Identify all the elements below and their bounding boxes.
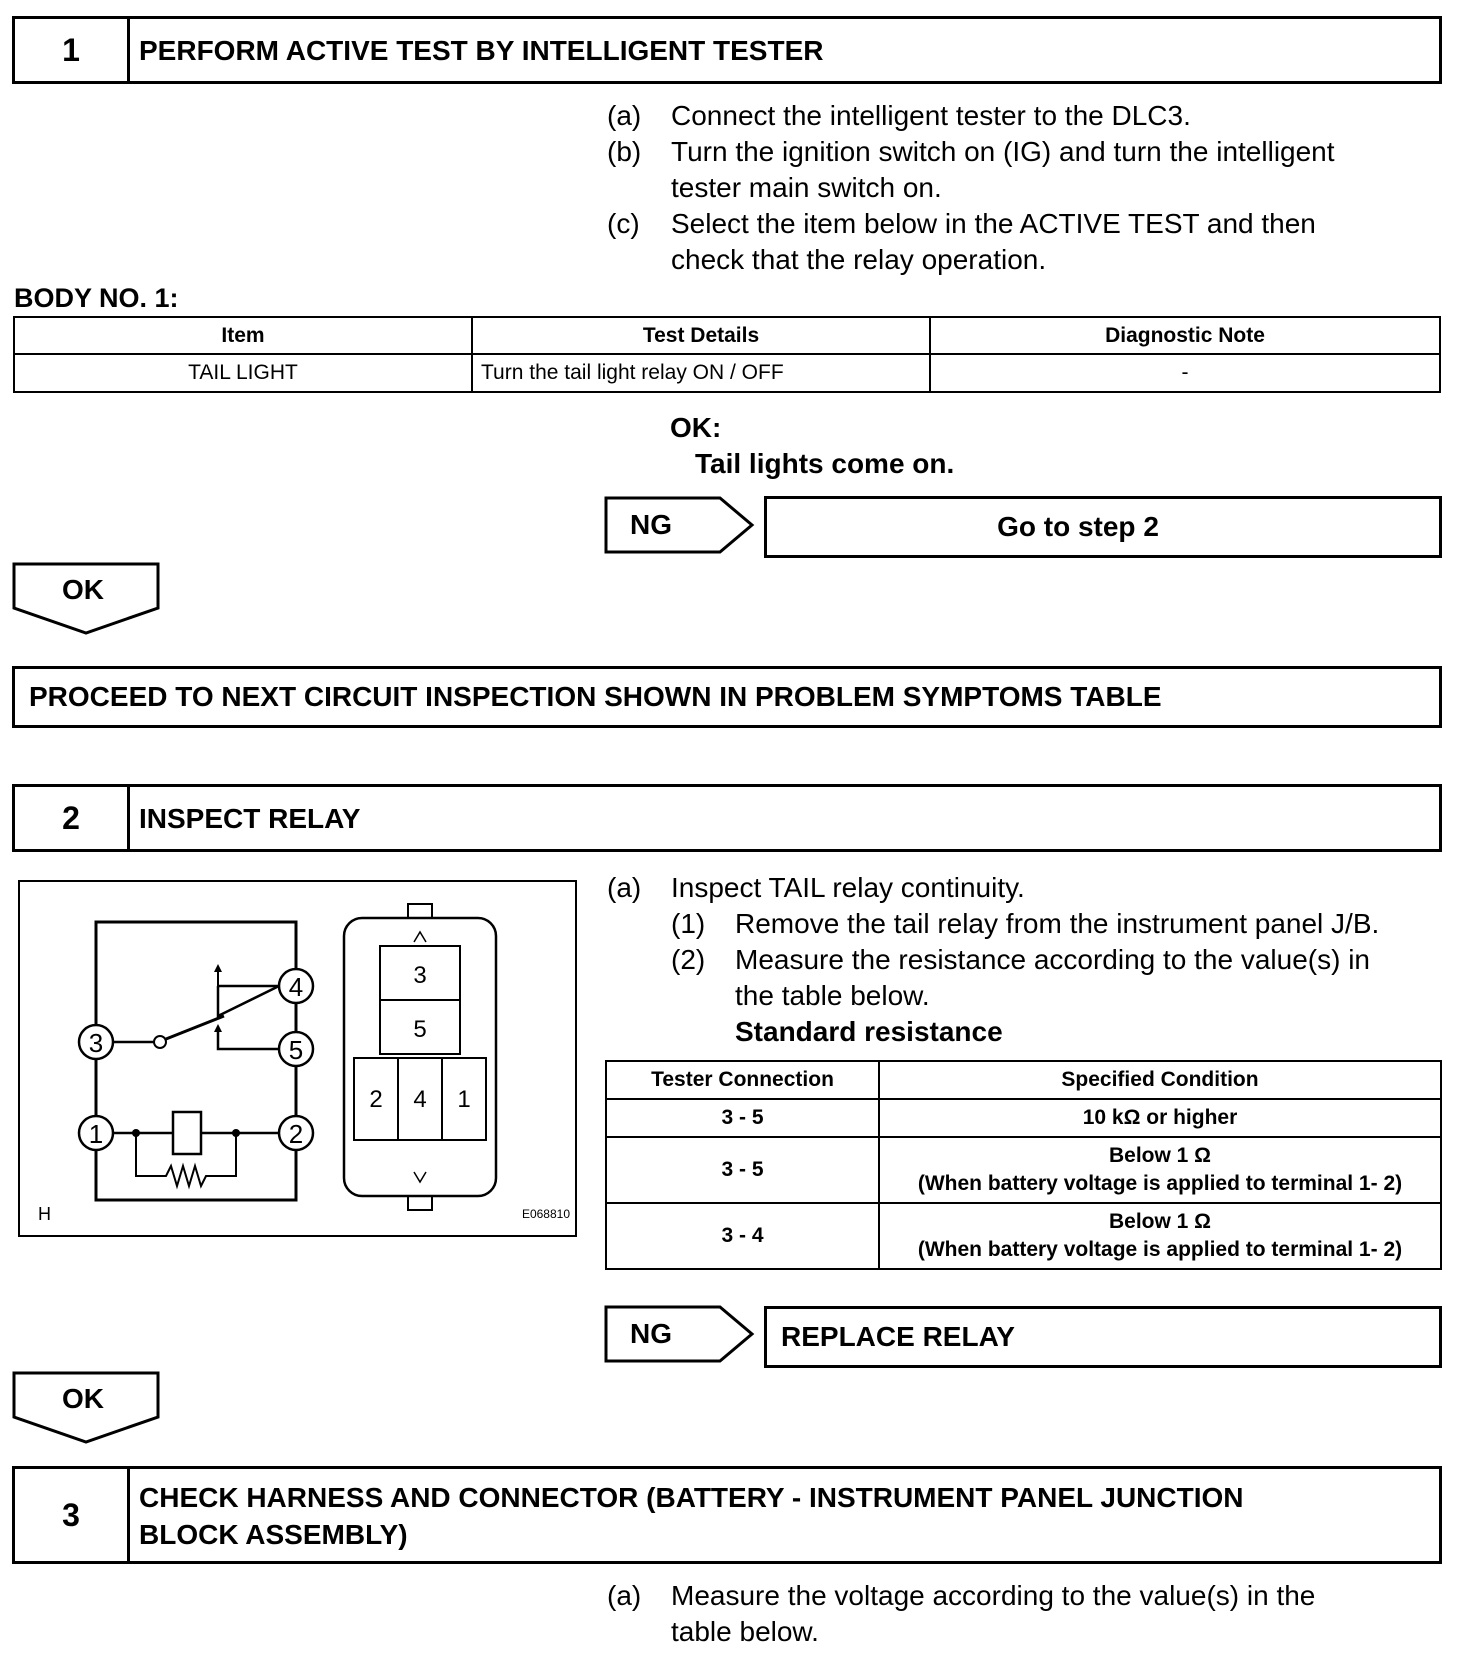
- instruction-b-line: Turn the ignition switch on (IG) and turn the intelligent: [671, 136, 1335, 167]
- connector-pin-label: 2: [369, 1086, 383, 1113]
- marker-b: (b): [607, 136, 642, 167]
- marker-a: (a): [607, 100, 642, 131]
- step-title: PERFORM ACTIVE TEST BY INTELLIGENT TESTER: [139, 35, 824, 66]
- condition-line: (When battery voltage is applied to terminal 1- 2): [917, 1238, 1403, 1261]
- terminal-label: 1: [88, 1119, 104, 1149]
- connector-pin-label: 4: [413, 1086, 427, 1113]
- step-1-header: [12, 16, 1442, 84]
- instruction-a-line: Connect the intelligent tester to the DLC3.: [671, 100, 1191, 131]
- table-header: Diagnostic Note: [930, 317, 1440, 354]
- condition-line: Below 1 Ω: [1108, 1144, 1212, 1167]
- table-cell: -: [930, 354, 1440, 392]
- replace-relay-box[interactable]: [764, 1306, 1442, 1368]
- step-number: 2: [15, 787, 130, 849]
- terminal-label: 2: [288, 1119, 304, 1149]
- step-title-line: CHECK HARNESS AND CONNECTOR (BATTERY - INSTRUMENT PANEL JUNCTION: [139, 1482, 1244, 1513]
- ng-result-text: Go to step 2: [997, 511, 1159, 542]
- instruction-c-line: check that the relay operation.: [671, 244, 1047, 275]
- terminal-label: 3: [88, 1028, 104, 1058]
- instruction-a-line: Measure the voltage according to the value(s) in the: [671, 1580, 1316, 1611]
- table-row: [606, 1137, 1441, 1203]
- table-header: Test Details: [472, 317, 930, 354]
- ng-label: NG: [630, 1318, 672, 1349]
- step-title-line: BLOCK ASSEMBLY): [139, 1519, 408, 1550]
- table-cell: 3 - 4: [606, 1203, 879, 1269]
- table-cell: 3 - 5: [606, 1137, 879, 1203]
- condition-line: (When battery voltage is applied to terminal 1- 2): [917, 1172, 1403, 1195]
- substep-line: the table below.: [735, 980, 930, 1011]
- step-title: INSPECT RELAY: [139, 803, 361, 834]
- marker-a: (a): [607, 872, 642, 903]
- ng-arrow-icon: [604, 1305, 756, 1363]
- marker-a: (a): [607, 1580, 642, 1611]
- ok-arrow-label: OK: [62, 574, 104, 605]
- proceed-box[interactable]: [12, 666, 1442, 728]
- step-number: 1: [15, 19, 130, 81]
- ng-label: NG: [630, 509, 672, 540]
- ok-condition: Tail lights come on.: [695, 448, 955, 479]
- connector-pin-label: 3: [413, 962, 427, 989]
- table-cell: [879, 1203, 1441, 1269]
- table-header: Item: [14, 317, 472, 354]
- step-3-header: [12, 1466, 1442, 1564]
- table-row: [606, 1099, 1441, 1137]
- ok-label: OK:: [670, 412, 722, 443]
- instruction-c-line: Select the item below in the ACTIVE TEST and then: [671, 208, 1316, 239]
- table-row: [606, 1203, 1441, 1269]
- terminal-label: 4: [288, 972, 304, 1002]
- substep-line: Remove the tail relay from the instrument panel J/B.: [735, 908, 1380, 939]
- marker-c: (c): [607, 208, 640, 239]
- ng-arrow-icon: [604, 496, 756, 554]
- substep-marker: (1): [671, 908, 706, 939]
- substep-line: Measure the resistance according to the value(s) in: [735, 944, 1370, 975]
- substep-marker: (2): [671, 944, 706, 975]
- go-to-step-2-box[interactable]: [764, 496, 1442, 558]
- connector-pin-label: 5: [413, 1016, 427, 1043]
- table-header: Tester Connection: [606, 1061, 879, 1099]
- terminal-label: 5: [288, 1035, 304, 1065]
- ok-arrow-label: OK: [62, 1383, 104, 1414]
- standard-label: Standard resistance: [735, 1016, 1003, 1047]
- ng-result-text: REPLACE RELAY: [781, 1321, 1015, 1352]
- instruction-a-line: table below.: [671, 1616, 819, 1647]
- proceed-text: PROCEED TO NEXT CIRCUIT INSPECTION SHOWN IN PROBLEM SYMPTOMS TABLE: [29, 681, 1162, 712]
- table-cell: [879, 1137, 1441, 1203]
- table-caption: BODY NO. 1:: [14, 283, 179, 313]
- instruction-a-line: Inspect TAIL relay continuity.: [671, 872, 1025, 903]
- table-row: [14, 354, 1440, 392]
- step-2-header: [12, 784, 1442, 852]
- table-cell: TAIL LIGHT: [14, 354, 472, 392]
- condition-line: Below 1 Ω: [1108, 1210, 1212, 1233]
- figure-id: E068810: [521, 1207, 570, 1221]
- connector-pin-label: 1: [457, 1086, 471, 1113]
- step-number: 3: [15, 1469, 130, 1561]
- table-cell: Turn the tail light relay ON / OFF: [472, 354, 930, 392]
- relay-diagram: [18, 880, 578, 1238]
- table-header: Specified Condition: [879, 1061, 1441, 1099]
- table-cell: 10 kΩ or higher: [879, 1099, 1441, 1137]
- table-cell: 3 - 5: [606, 1099, 879, 1137]
- diagram-corner-label: H: [38, 1204, 51, 1224]
- active-test-table: [13, 316, 1441, 393]
- instruction-b-line: tester main switch on.: [671, 172, 942, 203]
- resistance-table: [605, 1060, 1442, 1270]
